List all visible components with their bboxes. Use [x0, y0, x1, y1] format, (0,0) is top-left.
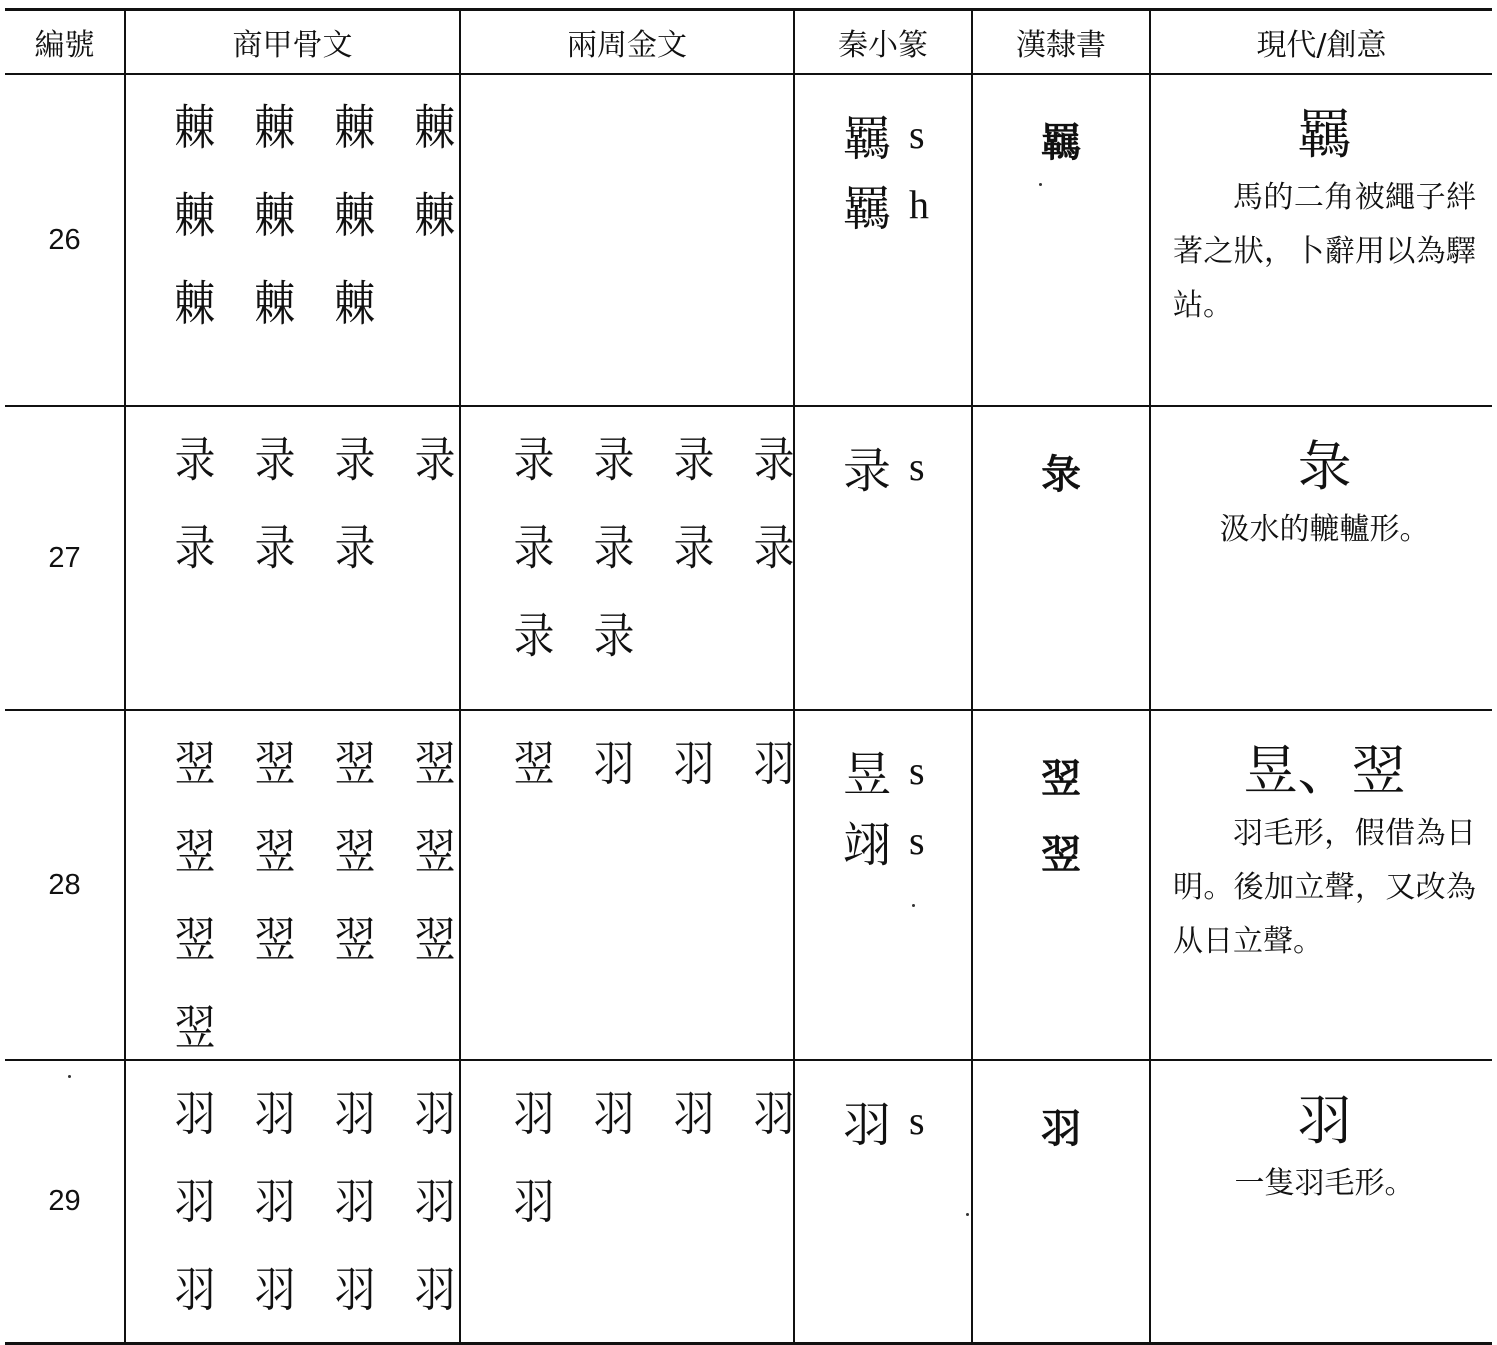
clerical-glyph: 羈 [1041, 120, 1081, 166]
clerical-glyph: 羽 [1041, 1106, 1081, 1152]
bronze-glyph: 录 [673, 520, 715, 576]
bronze-glyph: 录 [593, 432, 635, 488]
modern-cell [1150, 1060, 1492, 1343]
oracle-bone-glyph: 㯥 [414, 100, 456, 156]
oracle-bone-glyph: 录 [174, 520, 216, 576]
row-number: 27 [5, 406, 125, 710]
row-number: 26 [5, 74, 125, 406]
oracle-bone-glyph: 录 [254, 520, 296, 576]
header-row [5, 10, 1492, 75]
modern-character: 羽 [1297, 1089, 1352, 1152]
header-number: 編號 [5, 10, 125, 75]
seal-entry [843, 169, 971, 239]
oracle-bone-glyph: 翌 [334, 912, 376, 968]
clerical-glyph: 翌 [1041, 756, 1081, 802]
seal-entry [843, 431, 971, 501]
table-row [5, 1060, 1492, 1343]
seal-entry [843, 1085, 971, 1155]
oracle-bone-glyph: 录 [254, 432, 296, 488]
bronze-glyph: 录 [753, 520, 795, 576]
oracle-bone-glyph: 羽 [414, 1086, 456, 1142]
oracle-bone-glyph: 录 [414, 432, 456, 488]
oracle-bone-glyph: 翌 [334, 736, 376, 792]
oracle-bone-glyph: 羽 [174, 1262, 216, 1318]
bronze-glyph: 羽 [593, 1086, 635, 1142]
small-seal-cell [794, 1060, 972, 1343]
stray-dot [68, 1075, 71, 1078]
stray-dot [912, 904, 915, 907]
modern-character: 昱、翌 [1243, 739, 1406, 802]
seal-glyph: 录 [843, 442, 892, 499]
oracle-bone-glyph: 翌 [414, 912, 456, 968]
bronze-glyph: 录 [593, 608, 635, 664]
modern-description: 一隻羽毛形。 [1234, 1166, 1415, 1201]
oracle-bone-glyph: 翌 [254, 912, 296, 968]
small-seal-cell [794, 710, 972, 1060]
clerical-cell [972, 1060, 1150, 1343]
oracle-bone-glyph: 翌 [414, 736, 456, 792]
bronze-glyph: 录 [513, 432, 555, 488]
clerical-cell [972, 74, 1150, 406]
seal-glyph: 羽 [843, 1096, 892, 1153]
bronze-glyph: 羽 [673, 1086, 715, 1142]
seal-source-tag: s [909, 747, 925, 793]
oracle-bone-glyph: 翌 [174, 912, 216, 968]
oracle-bone-glyph: 翌 [254, 736, 296, 792]
oracle-bone-glyph: 㯥 [334, 276, 376, 332]
oracle-bone-glyph: 㯥 [414, 188, 456, 244]
oracle-bone-glyph: 羽 [174, 1174, 216, 1230]
bronze-cell [460, 1060, 794, 1343]
bronze-glyph: 翌 [513, 736, 555, 792]
seal-glyph: 羈 [843, 180, 892, 237]
header-oracle-bone: 商甲骨文 [125, 10, 460, 75]
bronze-glyph: 羽 [753, 736, 795, 792]
seal-source-tag: s [909, 443, 925, 489]
bronze-glyph: 羽 [753, 1086, 795, 1142]
oracle-bone-glyph: 㯥 [254, 188, 296, 244]
row-number: 28 [5, 710, 125, 1060]
oracle-bone-glyph: 羽 [334, 1174, 376, 1230]
table-row [5, 710, 1492, 1060]
bronze-glyph: 羽 [673, 736, 715, 792]
seal-source-tag: s [909, 111, 925, 157]
oracle-bone-glyph: 翌 [174, 824, 216, 880]
oracle-bone-glyph: 羽 [254, 1086, 296, 1142]
bronze-cell [460, 406, 794, 710]
oracle-bone-glyph: 羽 [174, 1086, 216, 1142]
oracle-bone-glyph: 录 [334, 520, 376, 576]
seal-glyph: 昱 [843, 746, 892, 803]
seal-source-tag: h [909, 181, 929, 227]
bronze-glyph: 录 [673, 432, 715, 488]
bronze-glyph: 录 [513, 608, 555, 664]
oracle-bone-glyph: 羽 [334, 1262, 376, 1318]
character-evolution-table [5, 8, 1492, 1345]
oracle-bone-glyph: 㯥 [334, 188, 376, 244]
oracle-bone-glyph: 㯥 [174, 276, 216, 332]
seal-glyph: 翊 [843, 816, 892, 873]
oracle-bone-glyph: 录 [334, 432, 376, 488]
row-number: 29 [5, 1060, 125, 1343]
table-row [5, 406, 1492, 710]
oracle-bone-glyph: 翌 [174, 736, 216, 792]
modern-cell [1150, 710, 1492, 1060]
header-small-seal: 秦小篆 [794, 10, 972, 75]
seal-source-tag: s [909, 817, 925, 863]
modern-description: 羽毛形，假借為日明。後加立聲，又改為从日立聲。 [1173, 816, 1476, 959]
oracle-bone-glyph: 㯥 [254, 276, 296, 332]
modern-description: 汲水的轆轤形。 [1219, 512, 1430, 547]
oracle-bone-glyph: 翌 [174, 1000, 216, 1056]
oracle-bone-cell [125, 710, 460, 1060]
small-seal-cell [794, 74, 972, 406]
seal-glyph: 羈 [843, 110, 892, 167]
seal-entry [843, 805, 971, 875]
header-clerical: 漢隸書 [972, 10, 1150, 75]
bronze-glyph: 录 [513, 520, 555, 576]
table-row [5, 74, 1492, 406]
oracle-bone-cell [125, 74, 460, 406]
modern-character: 彔 [1297, 435, 1352, 498]
stray-dot [1039, 183, 1042, 186]
oracle-bone-glyph: 翌 [254, 824, 296, 880]
bronze-glyph: 录 [593, 520, 635, 576]
seal-entry [843, 735, 971, 805]
oracle-bone-cell [125, 1060, 460, 1343]
oracle-bone-glyph: 㯥 [254, 100, 296, 156]
oracle-bone-glyph: 翌 [334, 824, 376, 880]
oracle-bone-glyph: 㯥 [174, 100, 216, 156]
oracle-bone-glyph: 羽 [254, 1262, 296, 1318]
header-modern: 現代/創意 [1150, 10, 1492, 75]
seal-entry [843, 99, 971, 169]
oracle-bone-cell [125, 406, 460, 710]
stray-dot [966, 1213, 969, 1216]
oracle-bone-glyph: 翌 [414, 824, 456, 880]
bronze-glyph: 羽 [513, 1174, 555, 1230]
bronze-glyph: 羽 [513, 1086, 555, 1142]
oracle-bone-glyph: 㯥 [334, 100, 376, 156]
oracle-bone-glyph: 录 [174, 432, 216, 488]
oracle-bone-glyph: 羽 [334, 1086, 376, 1142]
header-bronze: 兩周金文 [460, 10, 794, 75]
oracle-bone-glyph: 羽 [414, 1174, 456, 1230]
clerical-cell [972, 406, 1150, 710]
clerical-glyph: 翌 [1041, 832, 1081, 878]
modern-cell [1150, 74, 1492, 406]
oracle-bone-glyph: 㯥 [174, 188, 216, 244]
bronze-glyph: 录 [753, 432, 795, 488]
clerical-cell [972, 710, 1150, 1060]
oracle-bone-glyph: 羽 [254, 1174, 296, 1230]
bronze-cell [460, 710, 794, 1060]
modern-cell [1150, 406, 1492, 710]
clerical-glyph: 彔 [1041, 452, 1081, 498]
modern-description: 馬的二角被繩子絆著之狀，卜辭用以為驛站。 [1173, 180, 1476, 323]
small-seal-cell [794, 406, 972, 710]
bronze-glyph: 羽 [593, 736, 635, 792]
modern-character: 羈 [1297, 103, 1352, 166]
bronze-cell [460, 74, 794, 406]
seal-source-tag: s [909, 1097, 925, 1143]
oracle-bone-glyph: 羽 [414, 1262, 456, 1318]
